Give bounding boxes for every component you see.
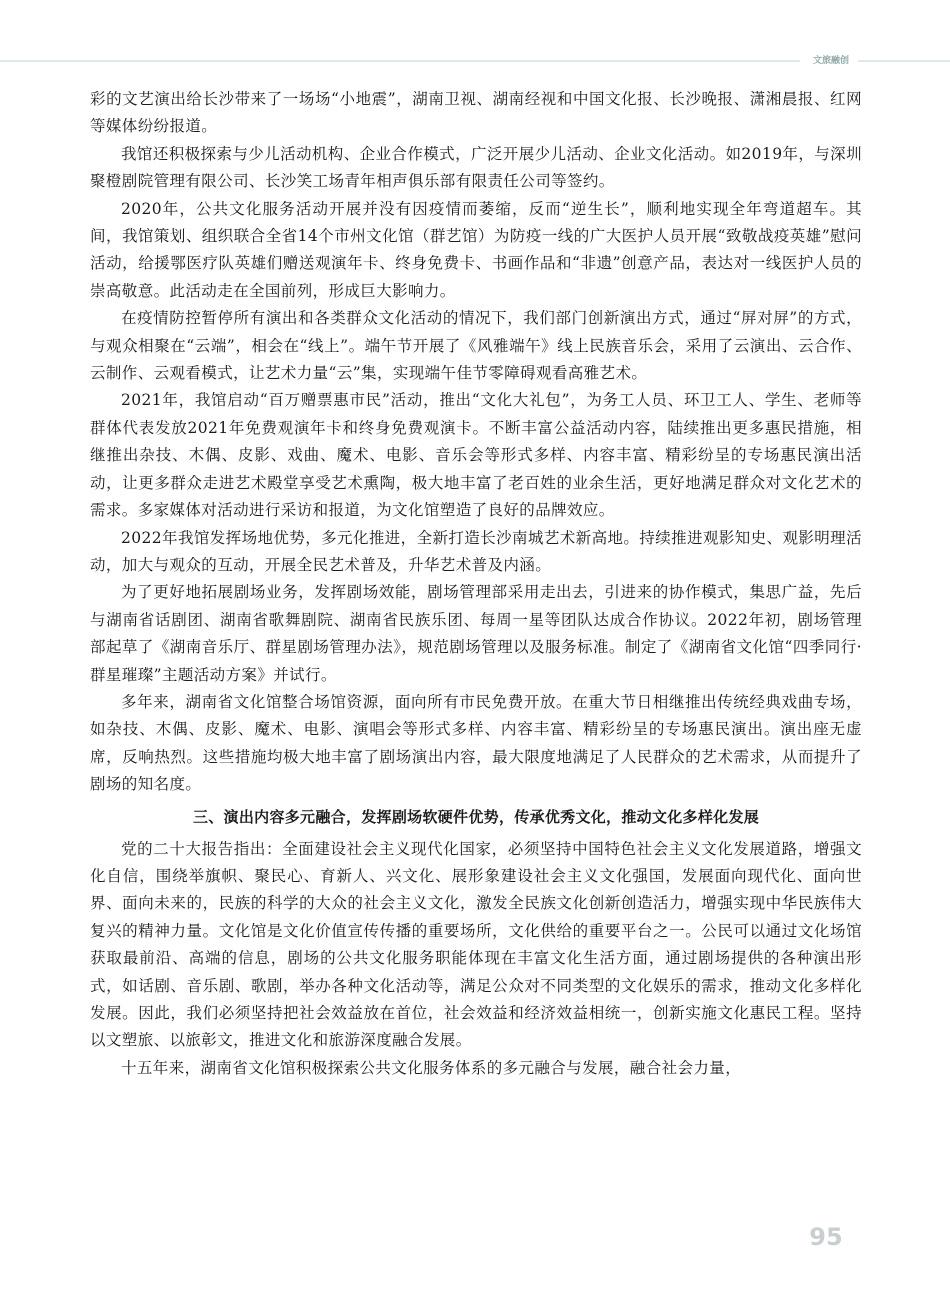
header-rule-left [0,60,800,62]
paragraph-9: 党的二十大报告指出：全面建设社会主义现代化国家，必须坚持中国特色社会主义文化发展道路，增强文化自信，围绕举旗帜、聚民心、育新人、兴文化、展形象建设社会主义文化强国，发展面向现代化、面向世界、面向未来的，民族的科学的大众的社会主义文化，激发全民族文化创新创造活力，增强实现中华民族伟大复兴的精神力量。文化馆是文化价值宣传传播的重要场所，文化供给的重要平台之一。公民可以通过文化场馆获取最前沿、高端的信息，剧场的公共文化服务职能体现在丰富文化生活方面，通过剧场提供的各种演出形式，如话剧、音乐剧、歌剧，举办各种文化活动等，满足公众对不同类型的文化娱乐的需求，推动文化多样化发展。因此，我们必须坚持把社会效益放在首位，社会效益和经济效益相统一，创新实施文化惠民工程。坚持以文塑旅、以旅彰文，推进文化和旅游深度融合发展。 [90,839,862,1050]
paragraph-7: 为了更好地拓展剧场业务，发挥剧场效能，剧场管理部采用走出去，引进来的协作模式，集思广益，先后与湖南省话剧团、湖南省歌舞剧院、湖南省民族乐团、每周一星等团队达成合作协议。2022年初，剧场管理部起草了《湖南音乐厅、群星剧场管理办法》，规范剧场管理以及服务标准。制定了《湖南省文化馆“四季同行·群星璀璨”主题活动方案》并试行。 [90,583,862,684]
paragraph-10: 十五年来，湖南省文化馆积极探索公共文化服务体系的多元融合与发展，融合社会力量， [121,1058,742,1077]
paragraph-8: 多年来，湖南省文化馆整合场馆资源，面向所有市民免费开放。在重大节日相继推出传统经典戏曲专场，如杂技、木偶、皮影、魔术、电影、演唱会等形式多样、内容丰富、精彩纷呈的专场惠民演出。演出座无虚席，反响热烈。这些措施均极大地丰富了剧场演出内容，最大限度地满足了人民群众的艺术需求，从而提升了剧场的知名度。 [90,692,862,794]
paragraph-1-continued: 彩的文艺演出给长沙带来了一场场“小地震”，湖南卫视、湖南经视和中国文化报、长沙晚报、潇湘晨报、红网等媒体纷纷报道。 [90,90,862,136]
article-body [90,86,862,1082]
paragraph-6: 2022年我馆发挥场地优势，多元化推进，全新打造长沙南城艺术新高地。持续推进观影知史、观影明理活动，加大与观众的互动，开展全民艺术普及，升华艺术普及内涵。 [90,528,862,574]
paragraph-3: 2020年，公共文化服务活动开展并没有因疫情而萎缩，反而“逆生长”，顺利地实现全年弯道超车。其间，我馆策划、组织联合全省14个市州文化馆（群艺馆）为防疫一线的广大医护人员开展“致敬战疫英雄”慰问活动，给援鄂医疗队英雄们赠送观演年卡、终身免费卡、书画作品和“非遗”创意产品，表达对一线医护人员的崇高敬意。此活动走在全国前列，形成巨大影响力。 [90,199,862,300]
paragraph-4: 在疫情防控暂停所有演出和各类群众文化活动的情况下，我们部门创新演出方式，通过“屏对屏”的方式，与观众相聚在“云端”，相会在“线上”。端午节开展了《风雅端午》线上民族音乐会，采用了云演出、云合作、云制作、云观看模式，让艺术力量“云”集，实现端午佳节零障碍观看高雅艺术。 [90,309,862,383]
paragraph-5: 2021年，我馆启动“百万赠票惠市民”活动，推出“文化大礼包”，为务工人员、环卫工人、学生、老师等群体代表发放2021年免费观演年卡和终身免费观演卡。不断丰富公益活动内容，陆续推出更多惠民措施，相继推出杂技、木偶、皮影、戏曲、魔术、电影、音乐会等形式多样、内容丰富、精彩纷呈的专场惠民演出活动，让更多群众走进艺术殿堂享受艺术熏陶，极大地丰富了老百姓的业余生活，更好地满足群众对文化艺术的需求。多家媒体对活动进行采访和报道，为文化馆塑造了良好的品牌效应。 [90,391,862,520]
page-number: 95 [809,1223,843,1251]
header-rule-right [858,60,950,62]
section-tag: 文旅融创 [812,56,849,66]
paragraph-2: 我馆还积极探索与少儿活动机构、企业合作模式，广泛开展少儿活动、企业文化活动。如2019年，与深圳聚橙剧院管理有限公司、长沙笑工场青年相声俱乐部有限责任公司等签约。 [90,144,862,191]
section-heading: 三、演出内容多元融合，发挥剧场软硬件优势，传承优秀文化，推动文化多样化发展 [192,807,760,826]
